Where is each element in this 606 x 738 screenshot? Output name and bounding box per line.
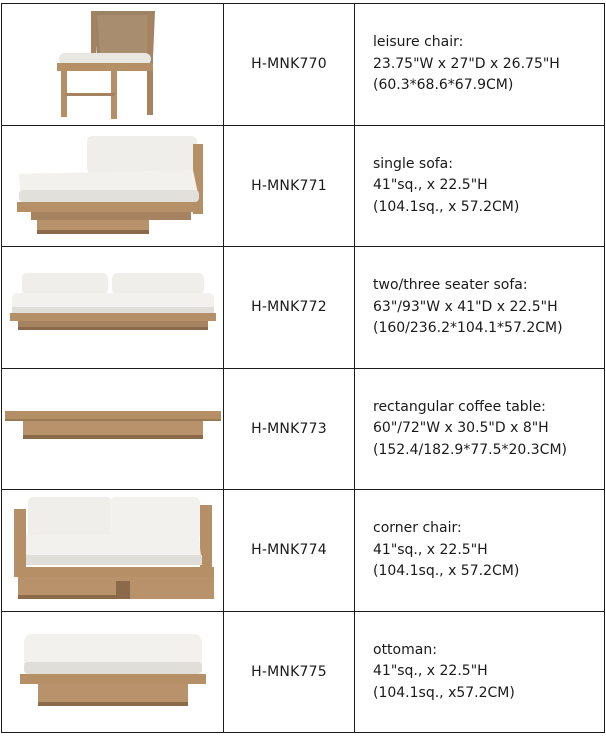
product-name: single sofa: [373, 155, 453, 172]
table-row [2, 611, 605, 733]
product-dimensions: 23.75"W x 27"D x 26.75"H [373, 55, 560, 72]
product-dimensions: 41"sq., x 22.5"H [373, 541, 488, 558]
image-cell [2, 490, 224, 612]
product-description [355, 4, 605, 126]
product-description [355, 247, 605, 369]
product-description [355, 490, 605, 612]
product-description [355, 611, 605, 733]
corner-chair-photo [2, 490, 223, 610]
product-description [355, 368, 605, 490]
table-row [2, 247, 605, 369]
product-catalog-table [1, 3, 605, 736]
product-name: leisure chair: [373, 34, 464, 50]
product-code: H-MNK770 [224, 4, 355, 126]
image-cell [2, 611, 224, 733]
product-metric: (104.1sq., x 57.2CM) [373, 563, 520, 579]
table-row [2, 368, 605, 490]
product-dimensions: 63"/93"W x 41"D x 22.5"H [373, 298, 558, 315]
product-table [1, 3, 605, 733]
product-dimensions: 41"sq., x 22.5"H [373, 663, 488, 679]
two-three-seater-sofa-photo [2, 247, 223, 367]
image-cell [2, 125, 224, 247]
product-code: H-MNK771 [224, 125, 355, 247]
product-name: ottoman: [373, 641, 437, 658]
product-code: H-MNK774 [224, 490, 355, 612]
product-metric: (160/236.2*104.1*57.2CM) [373, 320, 563, 336]
image-cell [2, 247, 224, 369]
product-dimensions: 41"sq., x 22.5"H [373, 177, 488, 193]
ottoman-photo [2, 612, 223, 732]
table-row [2, 490, 605, 612]
product-name: rectangular coffee table: [373, 398, 546, 415]
product-code: H-MNK772 [224, 247, 355, 369]
product-metric: (104.1sq., x57.2CM) [373, 684, 515, 701]
product-metric: (60.3*68.6*67.9CM) [373, 77, 514, 93]
product-name: corner chair: [373, 520, 462, 536]
image-cell [2, 4, 224, 126]
product-metric: (152.4/182.9*77.5*20.3CM) [373, 441, 567, 458]
leisure-chair-photo [2, 4, 223, 124]
product-code: H-MNK773 [224, 368, 355, 490]
product-metric: (104.1sq., x 57.2CM) [373, 198, 520, 215]
product-description [355, 125, 605, 247]
product-code: H-MNK775 [224, 611, 355, 733]
table-row [2, 4, 605, 126]
product-name: two/three seater sofa: [373, 277, 528, 293]
table-row [2, 125, 605, 247]
single-sofa-photo [2, 126, 223, 246]
product-dimensions: 60"/72"W x 30.5"D x 8"H [373, 420, 549, 436]
coffee-table-photo [2, 369, 223, 489]
image-cell [2, 368, 224, 490]
